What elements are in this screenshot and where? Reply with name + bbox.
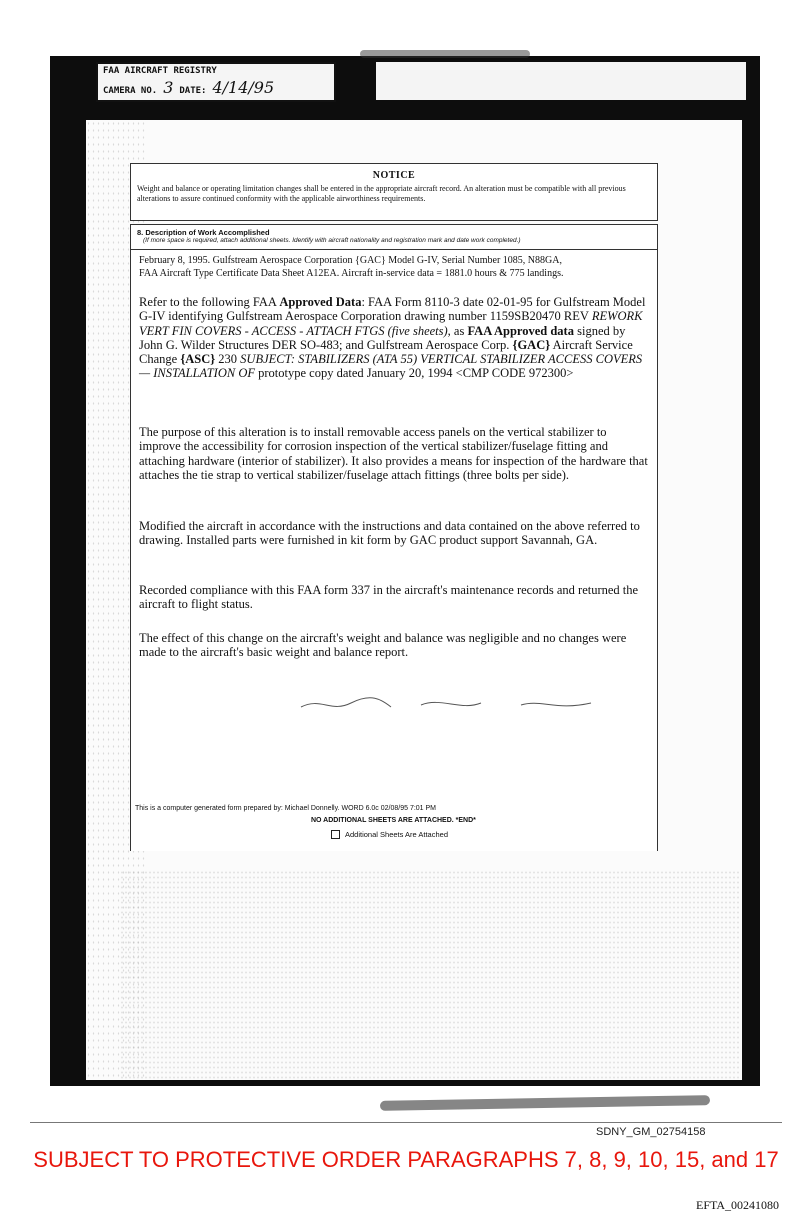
camera-label: CAMERA NO.	[103, 86, 158, 96]
text-run: Approved Data	[279, 295, 362, 309]
modification-paragraph: Modified the aircraft in accordance with the instructions and data contained on the above referred to drawing. Installed parts were furnished in kit form by GAC product support Savannah, GA.	[139, 519, 640, 548]
additional-sheets-label: Additional Sheets Are Attached	[345, 830, 448, 839]
protective-order-banner: SUBJECT TO PROTECTIVE ORDER PARAGRAPHS 7, 8, 9, 10, 15, and 17	[33, 1147, 779, 1172]
notice-box	[130, 163, 658, 221]
text-run: , as	[447, 323, 468, 338]
text-run: : FAA Form 8110-3 date 02-01-95 for Gulfstream Model G-IV identifying Gulfstream Aerospace Corporation drawing number 1159SB20470 REV	[139, 295, 646, 324]
text-run: {GAC}	[512, 337, 551, 352]
scribble-icon	[291, 693, 611, 717]
bates-number: SDNY_GM_02754158	[596, 1126, 706, 1138]
weight-balance-paragraph: The effect of this change on the aircraft's weight and balance was negligible and no changes were made to the aircraft's basic weight and balance report.	[139, 631, 627, 660]
page-rule	[30, 1122, 782, 1123]
notice-text: Weight and balance or operating limitation changes shall be entered in the appropriate aircraft record. An alteration must be compatible with all previous alterations to assure continued conformity with the applicable airworthiness requirements.	[137, 184, 626, 203]
registry-label: FAA AIRCRAFT REGISTRY	[103, 66, 217, 76]
work-subheading: (If more space is required, attach additional sheets. Identify with aircraft nationality and registration mark and date work completed.)	[143, 237, 521, 244]
approved-data-paragraph	[139, 295, 651, 381]
date-label: DATE:	[179, 86, 207, 96]
text-run: {ASC}	[180, 352, 216, 367]
handwritten-marks	[291, 693, 611, 717]
purpose-paragraph: The purpose of this alteration is to install removable access panels on the vertical stabilizer to improve the accessibility for corrosion inspection of the vertical stabilizer/fuselage fitting and attaching hardware (interior of stabilizer). It also provides a means for inspection of the hardware that attaches the tie strap to vertical stabilizer/fuselage attach fittings (three bolts per side).	[139, 425, 648, 482]
no-additional-sheets: NO ADDITIONAL SHEETS ARE ATTACHED. *END*	[311, 817, 476, 824]
text-run: Aircraft Service Change	[139, 337, 633, 367]
text-run: SUBJECT: STABILIZERS (ATA 55) VERTICAL STABILIZER ACCESS COVERS — INSTALLATION OF	[139, 352, 643, 381]
text-run: signed by John G. Wilder Structures DER SO-483; and Gulfstream Aerospace Corp.	[139, 323, 626, 352]
divider	[131, 249, 657, 250]
stamp-date: 4/14/95	[212, 78, 275, 97]
work-intro-line1: February 8, 1995. Gulfstream Aerospace Corporation {GAC} Model G-IV, Serial Number 1085, N88GA,	[139, 255, 562, 266]
scan-grain-bottom	[120, 870, 740, 1080]
prepared-by-line: This is a computer generated form prepared by: Michael Donnelly. WORD 6.0c 02/08/95 7:01 PM	[135, 805, 437, 812]
efta-number: EFTA_00241080	[696, 1198, 780, 1212]
text-run: Refer to the following FAA	[139, 295, 280, 309]
text-run: prototype copy dated January 20, 1994 <CMP CODE 972300>	[255, 366, 574, 381]
compliance-paragraph: Recorded compliance with this FAA form 337 in the aircraft's maintenance records and returned the aircraft to flight status.	[139, 583, 639, 612]
work-intro-line2: FAA Aircraft Type Certificate Data Sheet A12EA. Aircraft in-service data = 1881.0 hours & 775 landings.	[139, 268, 564, 279]
stamp-blank-area	[376, 62, 746, 100]
notice-title: NOTICE	[372, 170, 416, 181]
camera-stamp	[96, 62, 336, 102]
text-run: REWORK VERT FIN COVERS - ACCESS - ATTACH FTGS (five sheets)	[139, 309, 643, 338]
work-description-box	[130, 224, 658, 851]
additional-sheets-row	[331, 830, 448, 839]
text-run: 230	[215, 352, 241, 367]
work-heading: 8. Description of Work Accomplished	[137, 228, 270, 237]
additional-sheets-checkbox[interactable]	[331, 830, 340, 839]
text-run: FAA Approved data	[467, 323, 574, 338]
camera-number: 3	[163, 78, 174, 97]
scan-smudge	[360, 50, 530, 58]
scan-smudge-bottom	[380, 1095, 710, 1111]
